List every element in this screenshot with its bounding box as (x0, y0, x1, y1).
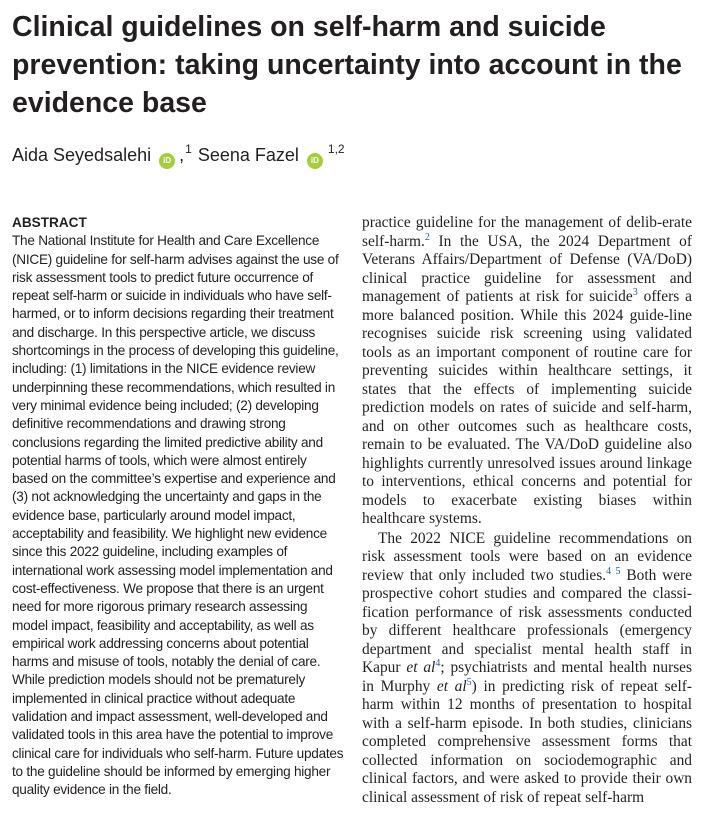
body-text: offers a more balanced position. While this 2024 guide-line recognises suicide risk screening using validated tools as an important component of routine care for preventing suicides within healthcare settings, it states that the effects of implementing suicide prediction models on rates of suicide and self-harm, and on other outcomes such as healthcare costs, remain to be evaluated. The VA/DoD guideline also highlights currently unresolved issues around linkage to interventions, ethical concerns and potential for models to exacerbate existing biases within healthcare systems. (362, 288, 693, 527)
orcid-icon[interactable]: iD (159, 153, 175, 169)
body-paragraph (362, 214, 692, 529)
reference-link[interactable]: 4 5 (606, 565, 621, 577)
abstract-section (12, 214, 344, 800)
body-text: practice guideline for the management of delib-erate self-harm. (362, 214, 692, 250)
abstract-body: The National Institute for Health and Care Excellence (NICE) guideline for self-harm advises against the use of risk assessment tools to predict future occurrence of repeat self-harm or suicide in individuals who have self-harmed, or to inform decisions regarding their treatment and discharge. In this perspective article, we discuss shortcomings in the process of developing this guideline, including: (1) limitations in the NICE evidence review underpinning these recommendations, which resulted in very minimal evidence being included; (2) developing definitive recommendations and drawing strong conclusions regarding the limited predictive ability and potential harms of tools, which were almost entirely based on the committee’s expertise and experience and (3) not acknowledging the uncertainty and gaps in the evidence base, particularly around model impact, acceptability and feasibility. We highlight new evidence since this 2022 guideline, including examples of international work assessing model implementation and cost-effectiveness. We propose that there is an urgent need for more rigorous primary research assessing model impact, feasibility and acceptability, as well as empirical work addressing concerns about potential harms and misuse of tools, notably the denial of care. While prediction models should not be prematurely implemented in clinical practice without adequate validation and impact assessment, well-developed and validated tools in this area have the potential to improve clinical care for individuals who self-harm. Future updates to the guideline should be informed by emerging higher quality evidence in the field. (12, 233, 344, 798)
author-separator: , (179, 145, 185, 165)
author-name[interactable]: Seena Fazel (197, 145, 299, 165)
abstract-heading: ABSTRACT (12, 215, 87, 230)
body-text: ; psychiatrists and mental health nurses in Murphy (362, 659, 692, 695)
reference-link[interactable]: 3 (632, 287, 638, 298)
body-text: In the USA, the 2024 Department of Veterans Affairs/Department of Defense (VA/DoD) clinical practice guideline for assessment and management of patients at risk for suicide (362, 232, 692, 305)
reference-link[interactable]: 4 (435, 658, 441, 669)
et-al-text: et al (436, 677, 467, 695)
body-text: Both were prospective cohort studies and compared the classi-fication performance of risk assessments conducted by different healthcare professionals (emergency department and specialist mental health staff in Kapur (362, 566, 693, 676)
orcid-icon[interactable]: iD (307, 153, 323, 169)
author-name[interactable]: Aida Seyedsalehi (12, 145, 152, 165)
reference-link[interactable]: 2 (424, 231, 430, 243)
body-text: ) in predicting risk of repeat self-harm within 12 months of presentation to hospital with a self-harm episode. In both studies, clinicians completed comprehensive assessment forms that collected information on sociodemographic and clinical factors, and were asked to provide their own clinical assessment of risk of repeat self-harm (362, 677, 692, 806)
body-column (362, 214, 692, 807)
reference-link[interactable]: 5 (466, 676, 472, 688)
et-al-text: et al (406, 659, 436, 676)
article-title: Clinical guidelines on self-harm and suicide prevention: taking uncertainty into account in the evidence base (12, 11, 682, 119)
body-paragraph (362, 530, 692, 808)
body-text: The 2022 NICE guideline recommendations on risk assessment tools were based on an evidence review that only included two studies. (362, 529, 692, 584)
author-list: Aida Seyedsalehi iD , $^1$ Seena Fazel iD $^{1,2}$ (12, 143, 345, 167)
